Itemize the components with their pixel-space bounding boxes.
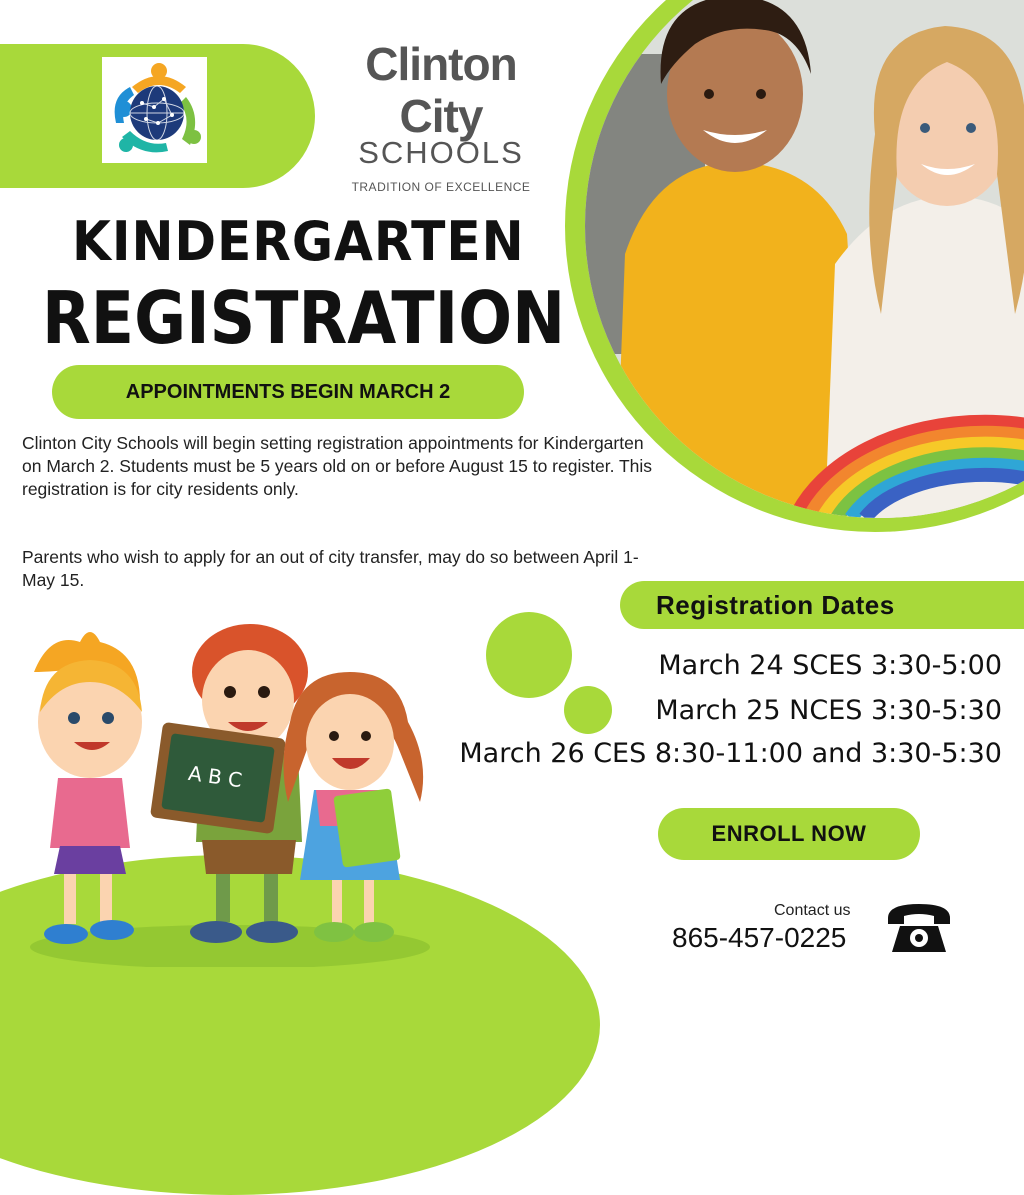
registration-dates-title: Registration Dates [656,589,895,620]
description-paragraph-2: Parents who wish to apply for an out of city transfer, may do so between April 1-May 15. [22,547,639,590]
appointments-banner [52,365,524,419]
globe-people-logo-icon [102,57,207,163]
enroll-now-button[interactable] [658,808,920,860]
contact-label: Contact us [774,902,851,919]
kids-illustration [20,612,440,967]
registration-dates-banner [620,581,1024,629]
brand-name: Clinton City [365,38,517,142]
enroll-now-label: ENROLL NOW [711,821,867,846]
heading-registration: REGISTRATION [42,276,566,360]
school-brand [325,36,557,194]
registration-date-2: March 25 NCES 3:30-5:30 [655,695,1002,726]
district-logo [102,57,207,163]
decorative-dot-large [486,612,572,698]
registration-date-1: March 24 SCES 3:30-5:00 [658,650,1002,681]
chalkboard-text: A B C [186,760,244,793]
appointments-banner-text: APPOINTMENTS BEGIN MARCH 2 [125,380,451,403]
description-paragraph-1: Clinton City Schools will begin setting registration appointments for Kindergarten on March 2. Students must be 5 years old on or before August 15 to register. This registration is for city residents only. [22,433,653,499]
brand-subname: SCHOOLS [358,135,524,170]
brand-tagline: TRADITION OF EXCELLENCE [351,180,531,194]
phone-number[interactable]: 865-457-0225 [672,922,847,953]
heading-kindergarten: KINDERGARTEN [72,210,525,273]
decorative-dot-small [564,686,612,734]
registration-date-3: March 26 CES 8:30-11:00 and 3:30-5:30 [459,738,1002,769]
telephone-icon [884,900,954,956]
